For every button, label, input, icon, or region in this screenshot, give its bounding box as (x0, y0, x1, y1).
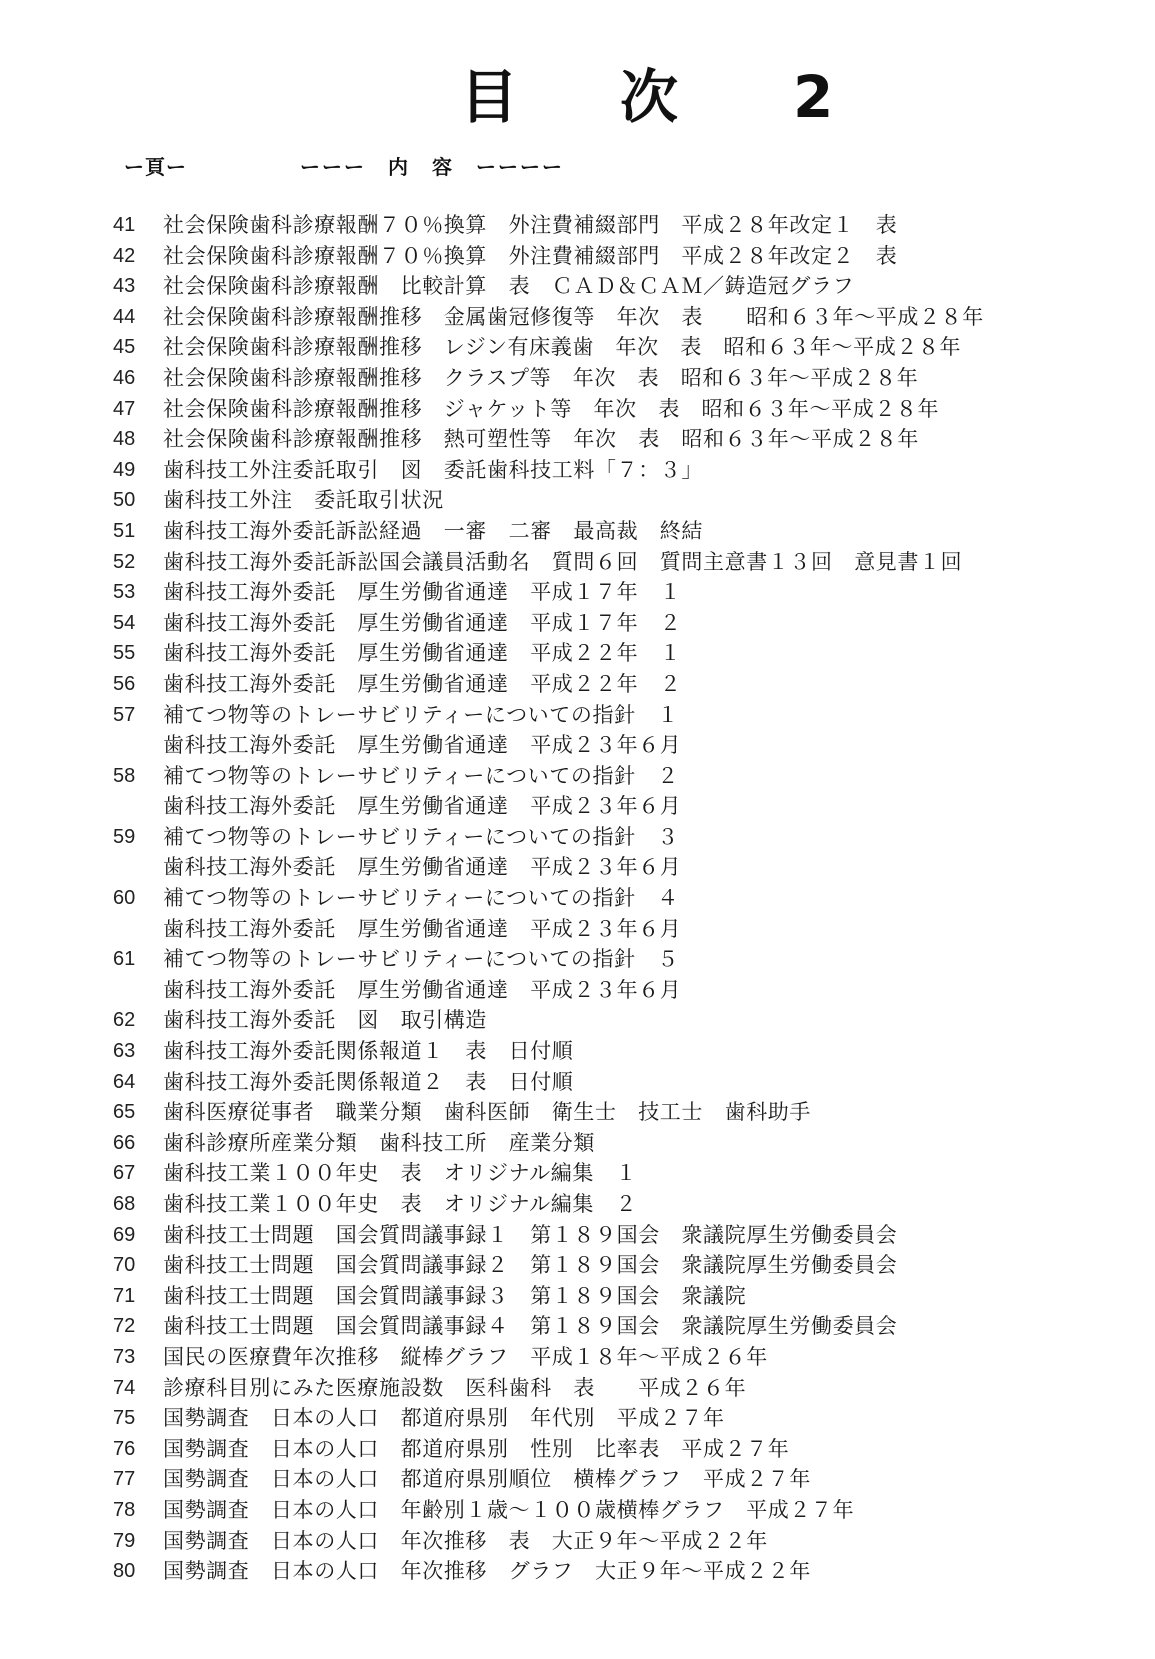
toc-entry (0, 1434, 1155, 1465)
toc-entry (0, 975, 1155, 1006)
toc-entry (0, 1005, 1155, 1036)
toc-page-number: 67 (113, 1162, 136, 1185)
toc-entry-title: 社会保険歯科診療報酬７０％換算 外注費補綴部門 平成２８年改定２ 表 (163, 243, 898, 268)
toc-page-number: 80 (113, 1560, 136, 1583)
title-number: 2 (793, 63, 834, 131)
toc-entry (0, 638, 1155, 669)
toc-entry (0, 944, 1155, 975)
toc-page-number: 72 (113, 1315, 136, 1338)
toc-page-number: 46 (113, 366, 136, 389)
toc-page-number: 68 (113, 1193, 136, 1215)
toc-page-number: 55 (113, 642, 136, 665)
toc-page-number: 47 (113, 397, 136, 420)
toc-entry-title: 歯科技工士問題 国会質問議事録４ 第１８９国会 衆議院厚生労働委員会 (163, 1314, 898, 1339)
toc-entry-title: 社会保険歯科診療報酬推移 クラスプ等 年次 表 昭和６３年～平成２８年 (163, 365, 919, 390)
toc-entry (0, 485, 1155, 516)
toc-page-number: 74 (113, 1376, 136, 1399)
toc-page-number: 79 (113, 1529, 136, 1552)
toc-entry (0, 730, 1155, 761)
toc-entry (0, 700, 1155, 731)
toc-page-number: 49 (113, 458, 136, 481)
toc-entry-title: 歯科技工海外委託 厚生労働省通達 平成２３年６月 (163, 733, 682, 758)
toc-entry-title: 歯科技工海外委託 厚生労働省通達 平成２３年６月 (163, 794, 682, 819)
toc-entry (0, 455, 1155, 486)
toc-entry (0, 791, 1155, 822)
toc-page-number: 60 (113, 887, 136, 910)
toc-entry-title: 社会保険歯科診療報酬７０％換算 外注費補綴部門 平成２８年改定１ 表 (163, 213, 898, 237)
toc-entry (0, 577, 1155, 608)
toc-entry-title: 歯科技工海外委託 図 取引構造 (163, 1008, 487, 1033)
toc-page-number: 63 (113, 1040, 136, 1063)
toc-entry (0, 669, 1155, 700)
toc-entry (0, 210, 1155, 241)
toc-entry (0, 1067, 1155, 1098)
toc-page-number: 51 (113, 519, 136, 542)
toc-entry-title: 歯科技工海外委託 厚生労働省通達 平成１７年 １ (163, 580, 682, 605)
toc-entry-title: 歯科技工海外委託訴訟国会議員活動名 質問６回 質問主意書１３回 意見書１回 (163, 549, 963, 574)
toc-entry-title: 歯科技工業１００年史 表 オリジナル編集 ２ (163, 1192, 638, 1216)
toc-entry (0, 394, 1155, 425)
toc-entry (0, 302, 1155, 333)
toc-entry-title: 歯科技工外注委託取引 図 委託歯科技工料「７：３」 (163, 457, 703, 482)
toc-entry (0, 761, 1155, 792)
toc-entry-title: 歯科技工海外委託 厚生労働省通達 平成２３年６月 (163, 916, 682, 941)
toc-entry-title: 歯科診療所産業分類 歯科技工所 産業分類 (163, 1130, 595, 1155)
toc-entry-title: 国勢調査 日本の人口 年次推移 表 大正９年～平成２２年 (163, 1528, 768, 1553)
toc-page-number: 78 (113, 1498, 136, 1521)
toc-entry-title: 社会保険歯科診療報酬推移 金属歯冠修復等 年次 表 昭和６３年～平成２８年 (163, 304, 984, 329)
toc-page-number: 58 (113, 764, 136, 787)
toc-entry (0, 1036, 1155, 1067)
toc-page-number: 71 (113, 1284, 136, 1307)
toc-entry-title: 国勢調査 日本の人口 年齢別１歳～１００歳横棒グラフ 平成２７年 (163, 1497, 855, 1522)
title-char-2: 次 (620, 63, 679, 131)
toc-entry (0, 1373, 1155, 1404)
column-headers (0, 152, 1155, 182)
toc-entry (0, 608, 1155, 639)
toc-page-number: 48 (113, 428, 136, 451)
toc-entry (0, 1556, 1155, 1587)
toc-entry-title: 歯科医療従事者 職業分類 歯科医師 衛生士 技工士 歯科助手 (163, 1100, 811, 1125)
toc-page-number: 50 (113, 489, 136, 512)
toc-entry (0, 1495, 1155, 1526)
toc-entry (0, 1281, 1155, 1312)
toc-entry (0, 1311, 1155, 1342)
toc-page-number: 75 (113, 1407, 136, 1430)
toc-page-number: 65 (113, 1101, 136, 1124)
toc-page-number: 53 (113, 581, 136, 604)
toc-entry (0, 1342, 1155, 1373)
toc-entry-title: 歯科技工海外委託関係報道２ 表 日付順 (163, 1069, 574, 1094)
toc-page-number: 41 (113, 214, 136, 236)
toc-entry-title: 歯科技工海外委託訴訟経過 一審 二審 最高裁 終結 (163, 518, 703, 543)
toc-entry (0, 1403, 1155, 1434)
toc-entry (0, 547, 1155, 578)
toc-page-number: 77 (113, 1468, 136, 1491)
toc-entry-title: 社会保険歯科診療報酬推移 ジャケット等 年次 表 昭和６３年～平成２８年 (163, 396, 940, 421)
toc-entry (0, 241, 1155, 272)
toc-entry-title: 歯科技工海外委託 厚生労働省通達 平成２２年 ２ (163, 671, 682, 696)
toc-page-number: 45 (113, 336, 136, 359)
toc-entry (0, 363, 1155, 394)
toc-page-number: 73 (113, 1345, 136, 1368)
toc-entry-title: 社会保険歯科診療報酬推移 熱可塑性等 年次 表 昭和６３年～平成２８年 (163, 427, 919, 452)
toc-entry (0, 1250, 1155, 1281)
toc-entry-title: 国勢調査 日本の人口 都道府県別順位 横棒グラフ 平成２７年 (163, 1467, 811, 1492)
toc-entry-title: 歯科技工海外委託関係報道１ 表 日付順 (163, 1039, 574, 1064)
toc-entry-title: 歯科技工士問題 国会質問議事録２ 第１８９国会 衆議院厚生労働委員会 (163, 1253, 898, 1278)
toc-entry-title: 補てつ物等のトレーサビリティーについての指針 ４ (163, 886, 679, 911)
toc-page-number: 69 (113, 1223, 136, 1246)
toc-entry (0, 516, 1155, 547)
toc-list (0, 210, 1155, 1587)
toc-entry (0, 1158, 1155, 1189)
toc-page-number: 66 (113, 1131, 136, 1154)
toc-entry-title: 補てつ物等のトレーサビリティーについての指針 ３ (163, 824, 679, 849)
toc-page-number: 64 (113, 1070, 136, 1093)
toc-page-number: 70 (113, 1254, 136, 1277)
toc-entry (0, 1097, 1155, 1128)
toc-entry-title: 歯科技工業１００年史 表 オリジナル編集 １ (163, 1161, 638, 1186)
toc-entry (0, 1464, 1155, 1495)
toc-entry-title: 歯科技工海外委託 厚生労働省通達 平成１７年 ２ (163, 610, 682, 635)
toc-entry-title: 国勢調査 日本の人口 年次推移 グラフ 大正９年～平成２２年 (163, 1559, 811, 1584)
title-char-1: 目 (460, 63, 519, 131)
toc-entry (0, 822, 1155, 853)
page-title (0, 62, 1155, 132)
toc-page-number: 57 (113, 703, 136, 726)
toc-page-number: 52 (113, 550, 136, 573)
toc-entry-title: 歯科技工海外委託 厚生労働省通達 平成２３年６月 (163, 977, 682, 1002)
toc-page-number: 61 (113, 948, 136, 971)
toc-entry (0, 1220, 1155, 1251)
toc-page-number: 54 (113, 611, 136, 634)
toc-entry-title: 国勢調査 日本の人口 都道府県別 年代別 平成２７年 (163, 1406, 725, 1431)
toc-page-number: 62 (113, 1009, 136, 1032)
toc-page-number: 76 (113, 1437, 136, 1460)
toc-page-number: 44 (113, 305, 136, 328)
toc-entry (0, 852, 1155, 883)
toc-page-number: 42 (113, 244, 136, 267)
content-column-header: ーーー 内 容 ーーーー (300, 155, 564, 179)
toc-entry-title: 社会保険歯科診療報酬推移 レジン有床義歯 年次 表 昭和６３年～平成２８年 (163, 335, 962, 360)
toc-page-number: 59 (113, 825, 136, 848)
toc-entry-title: 歯科技工海外委託 厚生労働省通達 平成２２年 １ (163, 641, 682, 666)
toc-entry (0, 271, 1155, 302)
toc-entry-title: 補てつ物等のトレーサビリティーについての指針 ５ (163, 947, 679, 972)
toc-entry-title: 診療科目別にみた医療施設数 医科歯科 表 平成２６年 (163, 1375, 747, 1400)
toc-entry (0, 1128, 1155, 1159)
toc-entry-title: 社会保険歯科診療報酬 比較計算 表 ＣＡＤ＆ＣＡＭ／鋳造冠グラフ (163, 274, 855, 299)
toc-entry (0, 332, 1155, 363)
toc-entry-title: 歯科技工士問題 国会質問議事録１ 第１８９国会 衆議院厚生労働委員会 (163, 1222, 898, 1247)
toc-entry (0, 1526, 1155, 1557)
toc-entry (0, 914, 1155, 945)
toc-entry-title: 補てつ物等のトレーサビリティーについての指針 ２ (163, 763, 679, 788)
toc-entry-title: 歯科技工海外委託 厚生労働省通達 平成２３年６月 (163, 855, 682, 880)
toc-entry (0, 424, 1155, 455)
toc-entry-title: 歯科技工士問題 国会質問議事録３ 第１８９国会 衆議院 (163, 1283, 747, 1308)
toc-entry-title: 国民の医療費年次推移 縦棒グラフ 平成１８年～平成２６年 (163, 1344, 768, 1369)
page-column-header: ー頁ー (124, 155, 187, 179)
toc-entry (0, 1189, 1155, 1220)
toc-page-number: 43 (113, 275, 136, 298)
toc-entry-title: 国勢調査 日本の人口 都道府県別 性別 比率表 平成２７年 (163, 1436, 790, 1461)
toc-page-number: 56 (113, 672, 136, 695)
toc-entry (0, 883, 1155, 914)
toc-entry-title: 歯科技工外注 委託取引状況 (163, 488, 444, 513)
toc-entry-title: 補てつ物等のトレーサビリティーについての指針 １ (163, 702, 679, 727)
